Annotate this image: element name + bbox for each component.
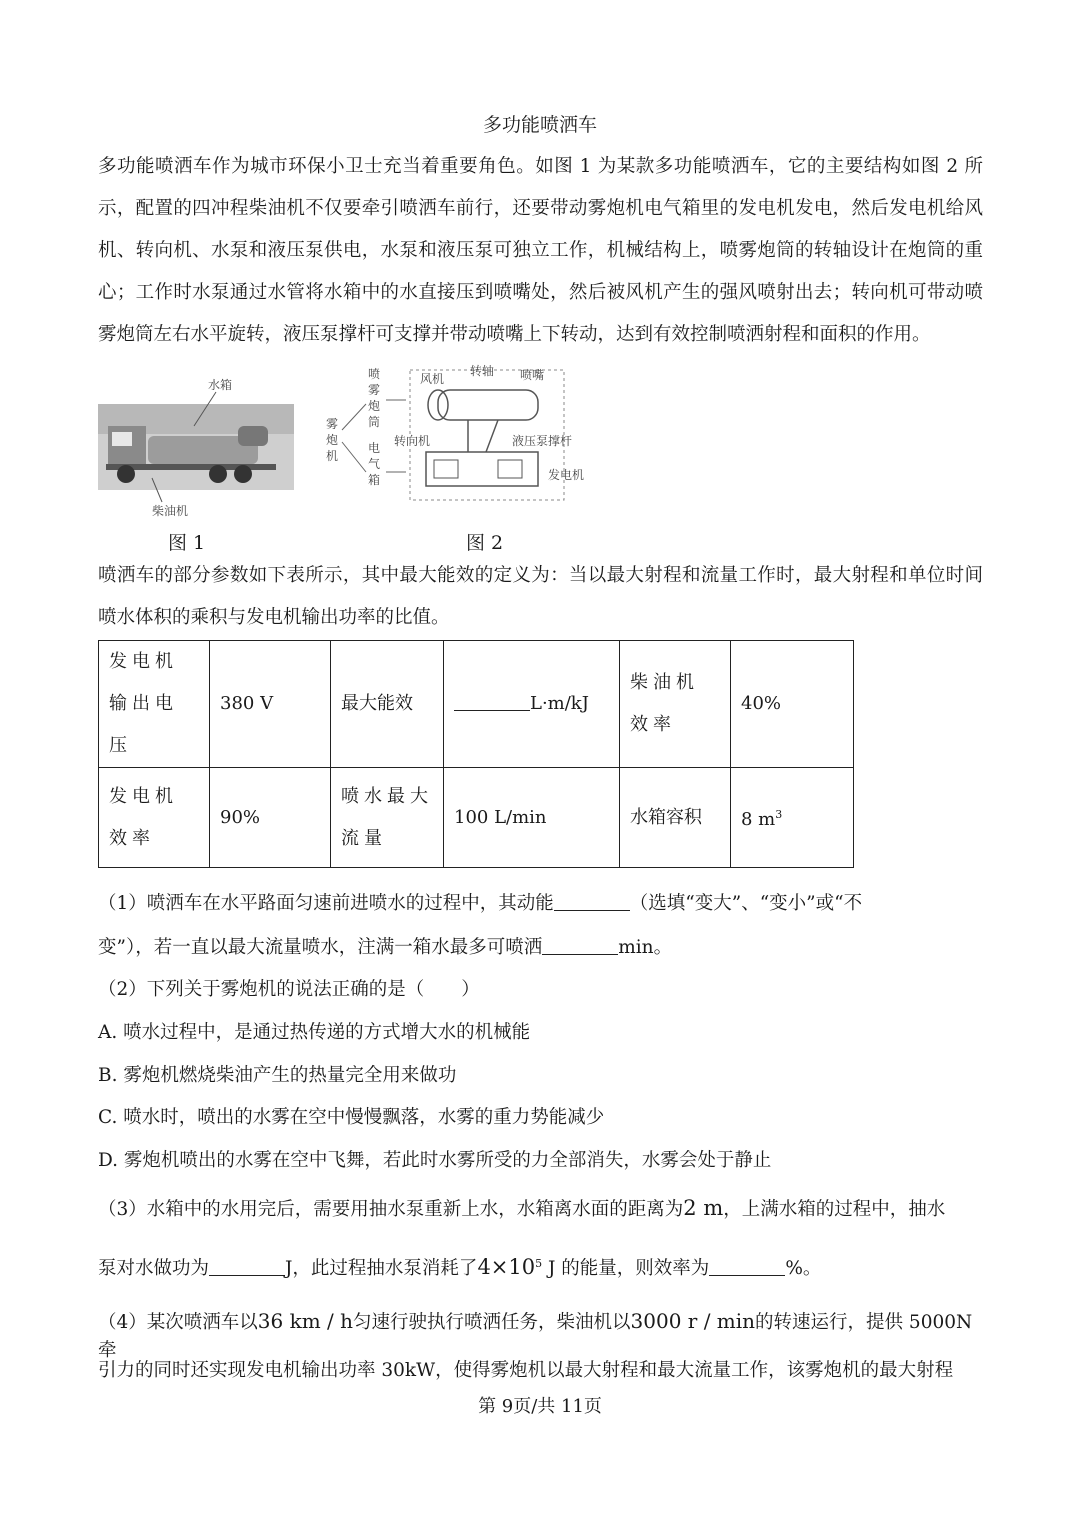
- question-2: （2）下列关于雾炮机的说法正确的是（ ）: [98, 979, 480, 1000]
- table-cell: 8 $m^3$: [731, 768, 854, 868]
- option-a: A. 喷水过程中，是通过热传递的方式增大水的机械能: [98, 1022, 531, 1043]
- question-3-line-1: （3）水箱中的水用完后，需要用抽水泵重新上水，水箱离水面的距离为2 m，上满水箱的过程中，抽水: [98, 1196, 946, 1220]
- efficiency-cell: L·m/kJ: [444, 641, 620, 768]
- label-shaft: 转轴: [470, 364, 495, 378]
- question-4-line-1: （4）某次喷洒车以36 km / h匀速行驶执行喷洒任务，柴油机以3000 r / min的转速运行，提供 5000N 牵: [98, 1309, 973, 1361]
- table-cell: 水箱容积: [620, 768, 731, 868]
- table-cell: 发电机输出电压: [99, 641, 210, 768]
- label-fog-cannon: 雾 炮 机: [326, 417, 339, 463]
- table-row: [99, 641, 854, 768]
- option-c: C. 喷水时，喷出的水雾在空中慢慢飘落，水雾的重力势能减少: [98, 1107, 605, 1128]
- answer-blank: [554, 890, 630, 911]
- question-1-line-2: 变”），若一直以最大流量喷水，注满一箱水最多可喷洒 min。: [98, 934, 978, 962]
- answer-blank: [454, 690, 530, 711]
- table-cell: 100 L/min: [444, 768, 620, 868]
- label-diesel-engine: 柴油机: [152, 504, 189, 518]
- figure-1-caption: 图 1: [168, 532, 206, 554]
- answer-blank: [709, 1255, 785, 1276]
- table-cell: 柴油机效率: [620, 641, 731, 768]
- answer-blank: [209, 1255, 285, 1276]
- table-cell: 90%: [210, 768, 331, 868]
- label-hydraulic-rod: 液压泵撑杆: [512, 434, 573, 448]
- table-intro: 喷洒车的部分参数如下表所示，其中最大能效的定义为：当以最大射程和流量工作时，最大射程和单位时间喷水体积的乘积与发电机输出功率的比值。: [98, 565, 983, 628]
- page-footer: 第 9页/共 11页: [478, 1396, 602, 1417]
- option-d: D. 雾炮机喷出的水雾在空中飞舞，若此时水雾所受的力全部消失，水雾会处于静止: [98, 1150, 772, 1171]
- table-row: [99, 768, 854, 868]
- option-b: B. 雾炮机燃烧柴油产生的热量完全用来做功: [98, 1065, 457, 1086]
- table-cell: 380 V: [210, 641, 331, 768]
- table-cell: 40%: [731, 641, 854, 768]
- article-title: 多功能喷洒车: [482, 114, 597, 136]
- label-electric-box: 电 气 箱: [368, 441, 381, 487]
- figure-2-caption: 图 2: [466, 532, 504, 554]
- intro-paragraph: 多功能喷洒车作为城市环保小卫士充当着重要角色。如图 1 为某款多功能喷洒车，它的主要结构如图 2 所示，配置的四冲程柴油机不仅要牵引喷洒车前行，还要带动雾炮机电气箱里的发电机发电，然后发电机给风机、转向机、水泵和液压泵供电，水泵和液压泵可独立工作，机械结构上，喷雾炮筒的转轴设计在炮筒的重心；工作时水泵通过水管将水箱中的水直接压到喷嘴处，然后被风机产生的强风喷射出去；转向机可带动喷雾炮筒左右水平旋转，液压泵撑杆可支撑并带动喷嘴上下转动，达到有效控制喷洒射程和面积的作用。: [98, 156, 983, 345]
- question-4-line-2: 引力的同时还实现发电机输出功率 30kW，使得雾炮机以最大射程和最大流量工作，该雾炮机的最大射程: [98, 1360, 954, 1381]
- table-cell: 发电机效率: [99, 768, 210, 868]
- label-nozzle: 喷嘴: [520, 368, 545, 382]
- table-cell: 喷水最大流量: [331, 768, 444, 868]
- label-steering: 转向机: [394, 434, 431, 448]
- question-1-line-1: （1）喷洒车在水平路面匀速前进喷水的过程中，其动能 （选填“变大”、“变小”或“不: [98, 890, 978, 918]
- question-3-line-2: 泵对水做功为 J，此过程抽水泵消耗了$4\times 10^5$ J 的能量，则效率为 %。: [98, 1255, 822, 1280]
- figures: [98, 360, 618, 560]
- label-generator: 发电机: [548, 468, 585, 482]
- answer-blank: [542, 934, 618, 955]
- label-water-tank: 水箱: [208, 378, 233, 392]
- table-cell: 最大能效: [331, 641, 444, 768]
- label-spray-barrel: 喷 雾 炮 筒: [368, 367, 381, 429]
- label-fan: 风机: [420, 372, 445, 386]
- parameter-table: [98, 640, 854, 868]
